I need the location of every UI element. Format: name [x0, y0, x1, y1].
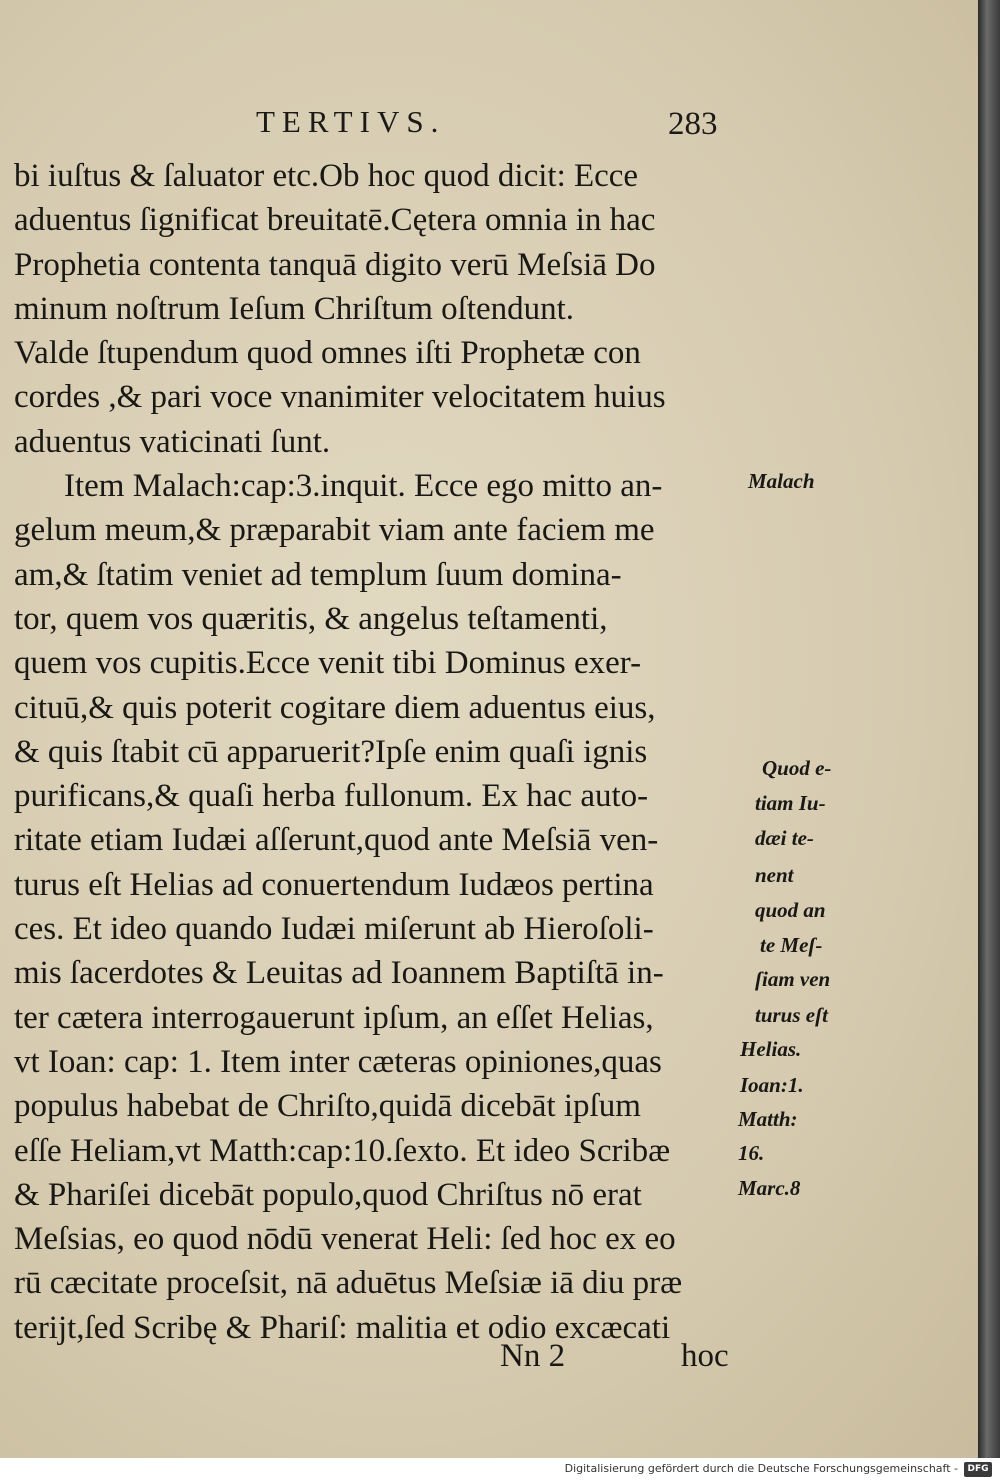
- dfg-logo-icon: DFG: [964, 1462, 992, 1477]
- text-line: Meſsias, eo quod nōdū venerat Heli: ſed hoc ex eo: [14, 1221, 676, 1258]
- margin-note: Ioan:1.: [740, 1073, 804, 1097]
- margin-note: tiam Iu-: [755, 791, 826, 815]
- margin-note: quod an: [755, 898, 826, 922]
- text-line: cordes ,& pari voce vnanimiter velocitatem huius: [14, 379, 666, 416]
- text-line: bi iuſtus & ſaluator etc.Ob hoc quod dicit: Ecce: [14, 158, 639, 194]
- text-line: turus eſt Helias ad conuertendum Iudæos pertina: [14, 866, 654, 903]
- text-line: Prophetia contenta tanquā digito verū Meſsiā Do: [14, 246, 656, 283]
- text-line: ter cætera interrogauerunt ipſum, an eſſet Helias,: [14, 999, 654, 1036]
- margin-note: dæi te-: [755, 826, 814, 850]
- text-line: aduentus vaticinati ſunt.: [14, 423, 331, 460]
- text-line: & Phariſei dicebāt populo,quod Chriſtus nō erat: [14, 1176, 642, 1213]
- margin-note: Matth:: [738, 1107, 798, 1131]
- text-line: mis ſacerdotes & Leuitas ad Ioannem Baptiſtā in-: [14, 955, 664, 992]
- text-line: ritate etiam Iudæi aſſerunt,quod ante Meſsiā ven-: [14, 822, 659, 859]
- margin-note: Marc.8: [738, 1176, 801, 1200]
- page-number: 283: [668, 106, 718, 142]
- digitization-footer: [0, 1458, 1000, 1482]
- margin-note: te Meſ-: [760, 933, 823, 957]
- text-line: populus habebat de Chriſto,quidā dicebāt ipſum: [14, 1088, 641, 1125]
- text-line: minum noſtrum Ieſum Chriſtum oſtendunt.: [14, 290, 575, 327]
- text-line: tor, quem vos quæritis, & angelus teſtamenti,: [14, 600, 608, 637]
- text-line: aduentus ſignificat breuitatē.Cętera omnia in hac: [14, 202, 656, 239]
- text-line: vt Ioan: cap: 1. Item inter cæteras opiniones,quas: [14, 1043, 662, 1080]
- running-title: TERTIVS.: [256, 104, 446, 139]
- margin-note: 16.: [738, 1141, 765, 1165]
- margin-note: nent: [755, 863, 794, 887]
- text-line: Item Malach:cap:3.inquit. Ecce ego mitto an-: [64, 468, 663, 505]
- text-line: terijt,ſed Scribę & Phariſ: malitia et odio excæcati: [14, 1309, 671, 1346]
- text-line: rū cæcitate proceſsit, nā aduētus Meſsiæ iā diu præ: [14, 1265, 683, 1302]
- catchword-line: [0, 1338, 978, 1382]
- page-edge: [978, 0, 1000, 1458]
- main-text: [14, 154, 742, 1350]
- text-line: purificans,& quaſi herba fullonum. Ex hac auto-: [14, 778, 649, 815]
- text-line: Valde ſtupendum quod omnes iſti Prophetæ con: [14, 335, 641, 372]
- text-line: cituū,& quis poterit cogitare diem aduentus eius,: [14, 689, 656, 726]
- text-line: eſſe Heliam,vt Matth:cap:10.ſexto. Et ideo Scribæ: [14, 1132, 671, 1169]
- page-header: [0, 100, 978, 150]
- margin-note: Malach: [748, 469, 815, 493]
- text-line: quem vos cupitis.Ecce venit tibi Dominus exer-: [14, 645, 642, 682]
- text-line: ces. Et ideo quando Iudæi miſerunt ab Hieroſoli-: [14, 911, 654, 948]
- signature-mark: Nn 2: [500, 1338, 566, 1374]
- text-line: am,& ſtatim veniet ad templum ſuum domina-: [14, 556, 622, 593]
- text-line: gelum meum,& præparabit viam ante faciem me: [14, 512, 655, 549]
- margin-note: Quod e-: [762, 756, 832, 780]
- catchword: hoc: [681, 1338, 729, 1374]
- margin-note: turus eſt: [755, 1003, 828, 1027]
- margin-note: ſiam ven: [755, 967, 831, 991]
- footer-credit: Digitalisierung gefördert durch die Deutsche Forschungsgemeinschaft -: [564, 1462, 958, 1475]
- margin-note: Helias.: [740, 1037, 802, 1061]
- text-line: & quis ſtabit cū apparuerit?Ipſe enim quaſi ignis: [14, 733, 648, 770]
